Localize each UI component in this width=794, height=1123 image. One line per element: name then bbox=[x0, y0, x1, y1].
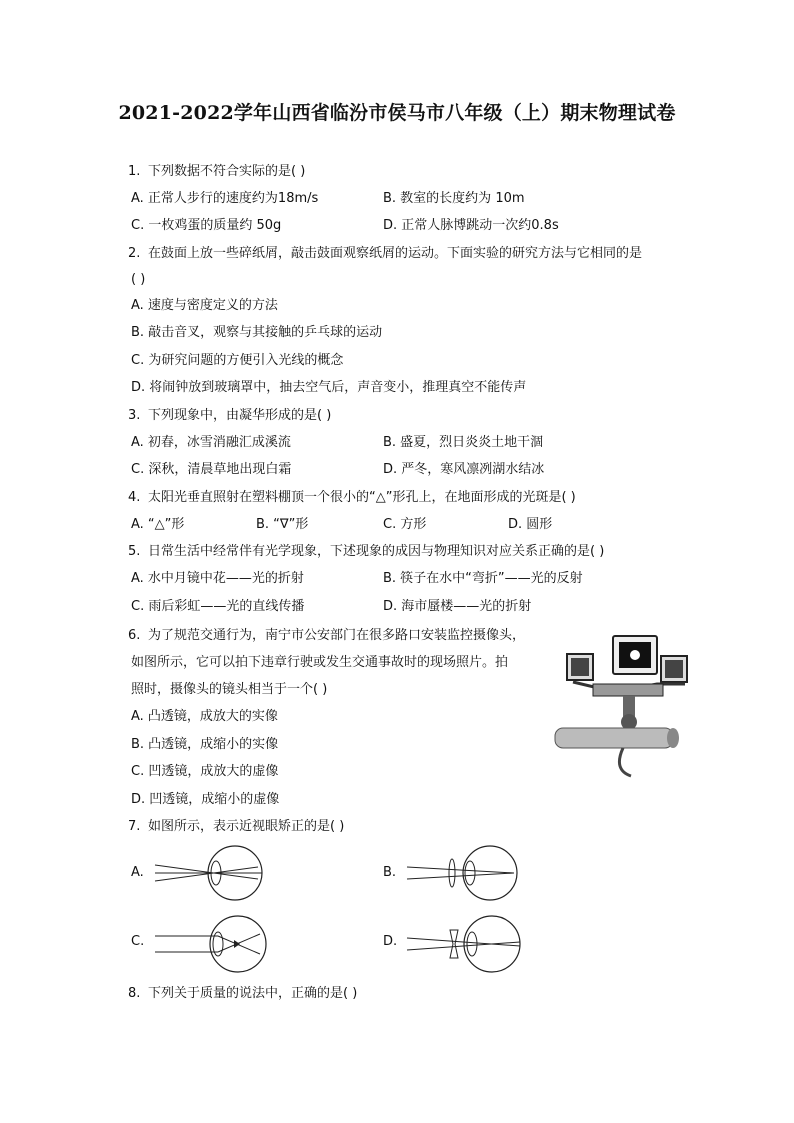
q5-option-d: D. 海市蜃楼——光的折射 bbox=[383, 599, 532, 614]
q6-option-d: D. 凹透镜，成缩小的虚像 bbox=[131, 792, 280, 807]
question-5-stem: 5. 日常生活中经常伴有光学现象，下述现象的成因与物理知识对应关系正确的是( ) bbox=[128, 544, 605, 559]
q1-option-c: C. 一枚鸡蛋的质量约 50g bbox=[131, 218, 282, 233]
q1-option-b: B. 教室的长度约为 10m bbox=[383, 191, 525, 206]
question-7-stem: 7. 如图所示，表示近视眼矫正的是( ) bbox=[128, 819, 345, 834]
page-title: 2021-2022学年山西省临汾市侯马市八年级（上）期末物理试卷 bbox=[118, 102, 676, 124]
q2-option-a: A. 速度与密度定义的方法 bbox=[131, 298, 278, 313]
question-2-stem: 2. 在鼓面上放一些碎纸屑，敲击鼓面观察纸屑的运动。下面实验的研究方法与它相同的是 bbox=[128, 246, 643, 261]
eye-diagram-b-icon bbox=[402, 843, 522, 903]
q3-option-a: A. 初春，冰雪消融汇成溪流 bbox=[131, 435, 291, 450]
q4-option-a: A. “△”形 bbox=[131, 517, 185, 532]
q4-option-b: B. “∇”形 bbox=[256, 517, 309, 532]
q5-option-b: B. 筷子在水中“弯折”——光的反射 bbox=[383, 571, 583, 586]
q7-option-c: C. bbox=[131, 934, 145, 949]
eye-diagram-d-icon bbox=[402, 912, 522, 976]
q4-option-d: D. 圆形 bbox=[508, 517, 553, 532]
q2-option-d: D. 将闹钟放到玻璃罩中，抽去空气后，声音变小，推理真空不能传声 bbox=[131, 380, 527, 395]
q7-option-a: A. bbox=[131, 865, 144, 880]
q3-option-d: D. 严冬，寒风凛冽湖水结冰 bbox=[383, 462, 545, 477]
q1-option-d: D. 正常人脉博跳动一次约0.8s bbox=[383, 218, 559, 233]
question-6-stem-line2: 如图所示，它可以拍下违章行驶或发生交通事故时的现场照片。拍 bbox=[131, 655, 509, 670]
question-8-stem: 8. 下列关于质量的说法中，正确的是( ) bbox=[128, 986, 358, 1001]
question-1-stem: 1. 下列数据不符合实际的是( ) bbox=[128, 164, 306, 179]
eye-diagram-a-icon bbox=[150, 843, 270, 903]
q5-option-a: A. 水中月镜中花——光的折射 bbox=[131, 571, 304, 586]
q7-option-d: D. bbox=[383, 934, 398, 949]
question-6-stem: 6. 为了规范交通行为，南宁市公安部门在很多路口安装监控摄像头， bbox=[128, 628, 526, 643]
q5-option-c: C. 雨后彩虹——光的直线传播 bbox=[131, 599, 305, 614]
question-3-stem: 3. 下列现象中，由凝华形成的是( ) bbox=[128, 408, 332, 423]
q6-option-c: C. 凹透镜，成放大的虚像 bbox=[131, 764, 279, 779]
q1-option-a: A. 正常人步行的速度约为18m/s bbox=[131, 191, 319, 206]
question-4-stem: 4. 太阳光垂直照射在塑料棚顶一个很小的“△”形孔上，在地面形成的光斑是( ) bbox=[128, 490, 576, 505]
q2-option-b: B. 敲击音叉，观察与其接触的乒乓球的运动 bbox=[131, 325, 383, 340]
q4-option-c: C. 方形 bbox=[383, 517, 427, 532]
q6-option-a: A. 凸透镜，成放大的实像 bbox=[131, 709, 278, 724]
eye-diagram-c-icon bbox=[150, 912, 270, 976]
q6-option-b: B. 凸透镜，成缩小的实像 bbox=[131, 737, 279, 752]
q3-option-c: C. 深秋，清晨草地出现白霜 bbox=[131, 462, 292, 477]
question-2-stem-line2: ( ) bbox=[131, 272, 146, 287]
q7-option-b: B. bbox=[383, 865, 397, 880]
q3-option-b: B. 盛夏，烈日炎炎土地干涸 bbox=[383, 435, 544, 450]
surveillance-camera-icon bbox=[553, 630, 701, 780]
question-6-stem-line3: 照时，摄像头的镜头相当于一个( ) bbox=[131, 682, 328, 697]
q2-option-c: C. 为研究问题的方便引入光线的概念 bbox=[131, 353, 344, 368]
